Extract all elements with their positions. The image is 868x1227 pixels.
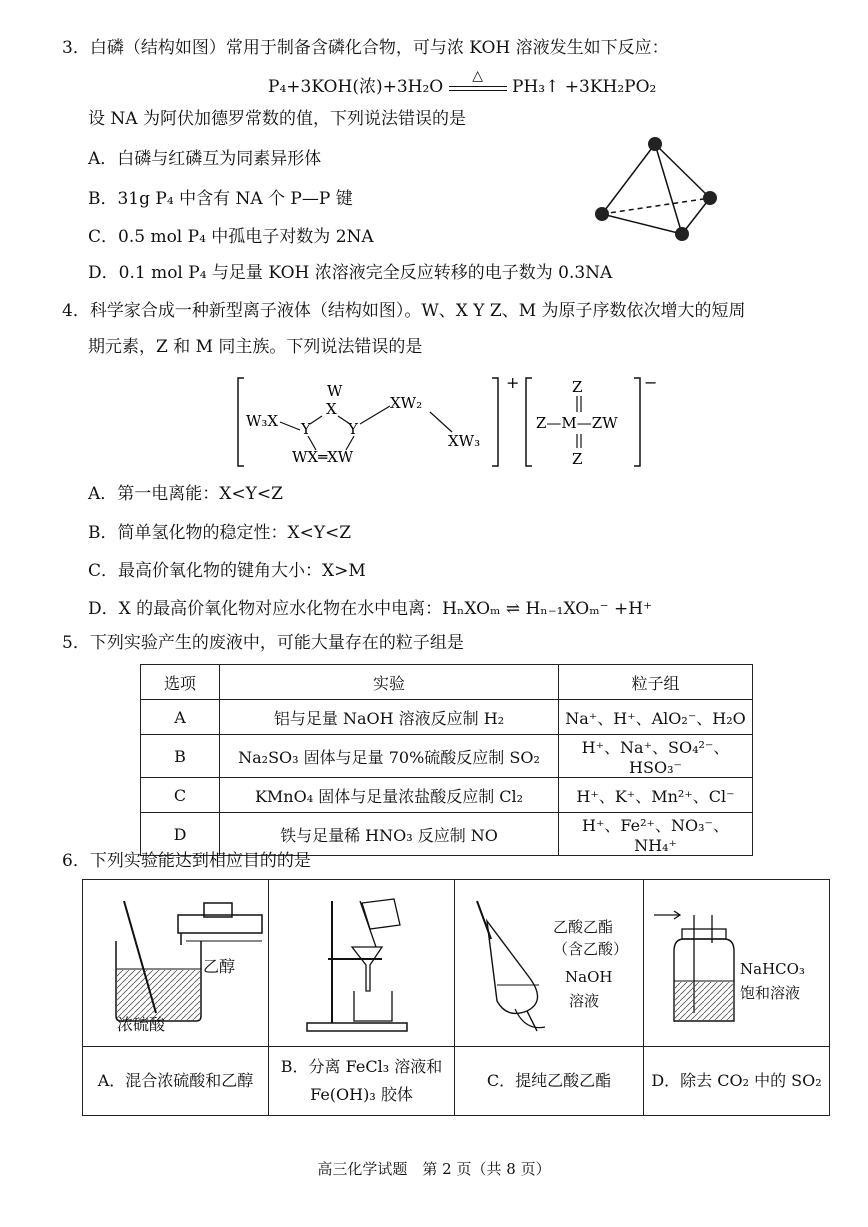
q6-stem: 6．下列实验能达到相应目的的是 [62, 851, 311, 871]
caption-b [269, 1047, 455, 1116]
table-row [141, 778, 753, 813]
label-ethyl-acetate: 乙酸乙酯 [553, 918, 614, 936]
label-ethanol: 乙醇 [203, 957, 236, 976]
q5-table [140, 664, 753, 856]
page-footer: 高三化学试题 第 2 页（共 8 页） [317, 1160, 551, 1178]
q4-option-d: D．X 的最高价氧化物对应水化物在水中电离：HₙXOₘ ⇌ Hₙ₋₁XOₘ⁻ +H⁺ [88, 599, 653, 619]
label-naoh: NaOH [565, 968, 613, 986]
header-option: 选项 [141, 665, 220, 700]
label-conc-sulfuric-acid: 浓硫酸 [117, 1015, 166, 1034]
cell-option: B [141, 735, 220, 778]
q3-stem: 3．白磷（结构如图）常用于制备含磷化合物，可与浓 KOH 溶液发生如下反应： [62, 38, 669, 58]
q3-option-b: B．31g P₄ 中含有 NA 个 P—P 键 [88, 189, 353, 209]
q4-option-b: B．简单氢化物的稳定性：X<Y<Z [88, 523, 352, 543]
cell-experiment: KMnO₄ 固体与足量浓盐酸反应制 Cl₂ [220, 778, 559, 813]
q6-figure-row [83, 880, 830, 1047]
caption-c: C．提纯乙酸乙酯 [455, 1047, 644, 1116]
cation-wx-xw: WX═XW [292, 448, 354, 466]
label-nahco3: NaHCO₃ [740, 960, 805, 978]
cell-option: C [141, 778, 220, 813]
cation-charge: + [506, 373, 520, 392]
cation-w3x: W₃X [246, 412, 279, 430]
anion-charge: − [644, 373, 658, 392]
table-row [141, 735, 753, 778]
figure-b-cell [269, 880, 455, 1047]
cell-experiment: Na₂SO₃ 固体与足量 70%硫酸反应制 SO₂ [220, 735, 559, 778]
cation-y-left: Y [301, 420, 311, 438]
white-phosphorus-tetrahedron-figure [590, 130, 720, 245]
anion-z-top: Z [572, 378, 583, 396]
table-header-row [141, 665, 753, 700]
q3-option-c: C．0.5 mol P₄ 中孤电子对数为 2NA [88, 227, 374, 247]
header-experiment: 实验 [220, 665, 559, 700]
anion-z-bottom: Z [572, 450, 583, 468]
beaker-mixing-figure [86, 881, 266, 1041]
label-solution: 溶液 [569, 992, 600, 1010]
caption-b-line2: Fe(OH)₃ 胶体 [310, 1085, 413, 1104]
q3-option-d: D．0.1 mol P₄ 与足量 KOH 浓溶液完全反应转移的电子数为 0.3NA [88, 263, 613, 283]
cation-xw2: XW₂ [390, 394, 423, 412]
cation-w-top: W [327, 382, 343, 400]
cell-particles: H⁺、Na⁺、SO₄²⁻、HSO₃⁻ [559, 735, 753, 778]
figure-a-cell [83, 880, 269, 1047]
filtration-apparatus-figure [272, 881, 452, 1041]
table-row [141, 700, 753, 735]
q4-option-c: C．最高价氧化物的键角大小：X>M [88, 561, 366, 581]
q4-stem-line1: 4．科学家合成一种新型离子液体（结构如图）。W、X Y Z、M 为原子序数依次增大的短周 [62, 301, 746, 321]
q3-lead: 设 NA 为阿伏加德罗常数的值，下列说法错误的是 [88, 109, 466, 129]
cell-particles: H⁺、Fe²⁺、NO₃⁻、NH₄⁺ [559, 813, 753, 856]
q4-stem-line2: 期元素，Z 和 M 同主族。下列说法错误的是 [88, 337, 423, 357]
anion-z-m-zw: Z—M—ZW [536, 414, 618, 432]
figure-c-cell [455, 880, 644, 1047]
caption-d: D．除去 CO₂ 中的 SO₂ [644, 1047, 830, 1116]
separatory-funnel-figure [457, 881, 642, 1041]
cell-experiment: 铝与足量 NaOH 溶液反应制 H₂ [220, 700, 559, 735]
caption-a: A．混合浓硫酸和乙醇 [83, 1047, 269, 1116]
header-particles: 粒子组 [559, 665, 753, 700]
cell-particles: H⁺、K⁺、Mn²⁺、Cl⁻ [559, 778, 753, 813]
q3-option-a: A．白磷与红磷互为同素异形体 [88, 149, 322, 169]
figure-d-cell [644, 880, 830, 1047]
caption-b-line1: B．分离 FeCl₃ 溶液和 [280, 1057, 443, 1076]
q3-equation-arrow [449, 68, 507, 91]
label-saturated-solution: 饱和溶液 [740, 984, 801, 1002]
q6-caption-row [83, 1047, 830, 1116]
cell-option: D [141, 813, 220, 856]
ionic-liquid-structure-figure [230, 372, 660, 472]
cation-x-top: X [326, 400, 337, 418]
heat-symbol: △ [472, 68, 484, 84]
q4-option-a: A．第一电离能：X<Y<Z [88, 484, 283, 504]
q3-equation-right: PH₃↑ +3KH₂PO₂ [512, 77, 657, 97]
cation-xw3: XW₃ [448, 432, 481, 450]
q6-table [82, 879, 830, 1116]
cation-y-right: Y [348, 420, 358, 438]
cell-option: A [141, 700, 220, 735]
label-containing-acetic-acid: （含乙酸） [553, 940, 629, 958]
q3-equation-left: P₄+3KOH(浓)+3H₂O [268, 77, 444, 97]
q3-equation [268, 68, 657, 97]
cell-experiment: 铁与足量稀 HNO₃ 反应制 NO [220, 813, 559, 856]
cell-particles: Na⁺、H⁺、AlO₂⁻、H₂O [559, 700, 753, 735]
q5-stem: 5．下列实验产生的废液中，可能大量存在的粒子组是 [62, 633, 464, 653]
